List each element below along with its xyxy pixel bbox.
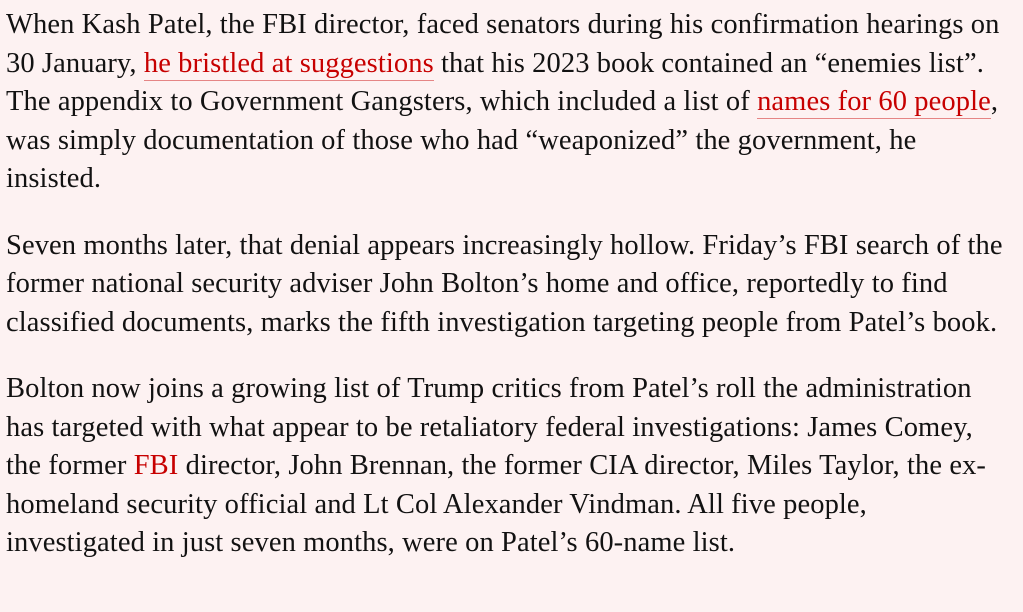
paragraph-text: When Kash Patel, the FBI director, faced senators during his confirmation hearings on 30 January, <box>6 9 1000 79</box>
article-paragraph <box>6 370 1013 563</box>
paragraph-text: , was simply documentation of those who had “weaponized” the government, he insisted. <box>6 86 999 194</box>
paragraph-text: that his 2023 book contained an “enemies list”. The appendix to Government Gangsters, which included a list of <box>6 47 984 117</box>
article-paragraph <box>6 6 1013 199</box>
inline-link-bristled-at-suggestions[interactable]: he bristled at suggestions <box>143 47 434 79</box>
inline-link-names-for-60-people[interactable]: names for 60 people <box>757 86 991 117</box>
paragraph-text: Seven months later, that denial appears increasingly hollow. Friday’s FBI search of the former national security adviser John Bolton’s home and office, reportedly to find classified documents, marks the fifth investigation targeting people from Patel’s book. <box>6 229 1003 338</box>
paragraph-text: director, John Brennan, the former CIA director, Miles Taylor, the ex-homeland security official and Lt Col Alexander Vindman. All five people, investigated in just seven months, were on Patel’s 60-name list. <box>6 450 987 558</box>
paragraph-text: Bolton now joins a growing list of Trump critics from Patel’s roll the administration has targeted with what appear to be retaliatory federal investigations: James Comey, the former <box>6 373 973 481</box>
inline-link-fbi[interactable]: FBI <box>133 450 179 481</box>
article-paragraph <box>6 227 1013 343</box>
